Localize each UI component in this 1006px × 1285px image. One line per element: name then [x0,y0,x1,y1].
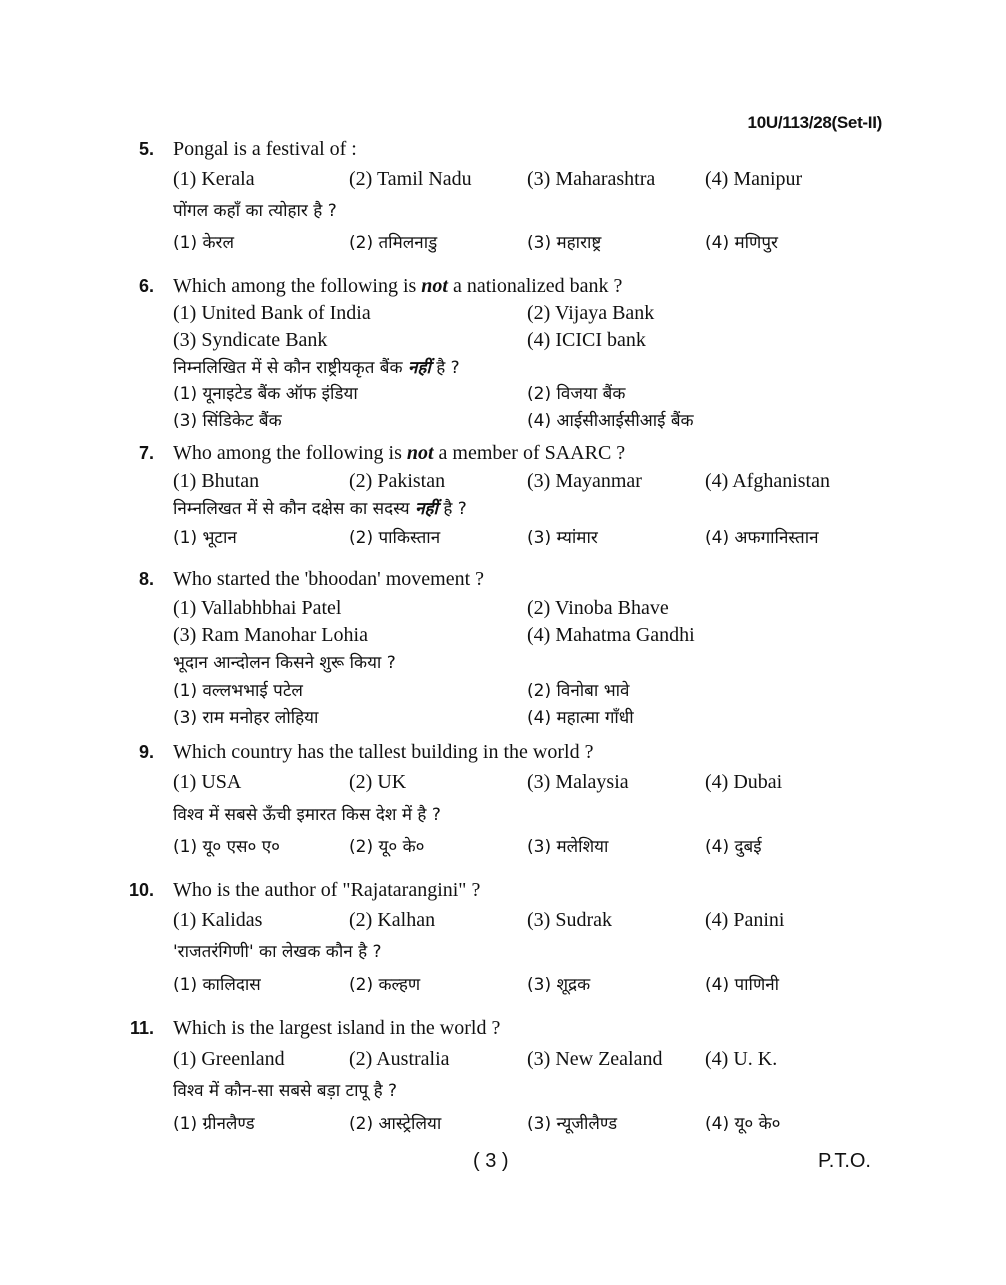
option-3: (3) Mayanmar [527,470,642,492]
option-2: (2) UK [349,771,407,793]
option-4-hindi: (4) मणिपुर [705,233,778,253]
option-2-hindi: (2) विनोबा भावे [527,681,630,701]
option-3-hindi: (3) सिंडिकेट बैंक [173,411,282,431]
option-3-hindi: (3) मलेशिया [527,837,609,857]
option-4: (4) Dubai [705,771,783,793]
option-3-hindi: (3) शूद्रक [527,975,591,995]
question-text-hindi: निम्नलिखित में से कौन राष्ट्रीयकृत बैंक नहीं है ? [173,358,460,378]
question-text-hindi: पोंगल कहाँ का त्योहार है ? [173,201,337,221]
question-text: Who among the following is not a member of SAARC ? [173,442,626,464]
option-3: (3) New Zealand [527,1048,663,1070]
pto-label: P.T.O. [818,1150,871,1172]
question-number: 6. [138,276,154,296]
question-number: 9. [138,742,154,762]
page-number: ( 3 ) [473,1150,509,1172]
option-1-hindi: (1) भूटान [173,528,237,548]
option-2-hindi: (2) विजया बैंक [527,384,626,404]
option-3-hindi: (3) राम मनोहर लोहिया [173,708,319,728]
option-3-hindi: (3) न्यूजीलैण्ड [527,1114,618,1134]
question-text: Which country has the tallest building in the world ? [173,741,594,763]
question-number: 5. [138,139,154,159]
option-4-hindi: (4) दुबई [705,837,762,857]
option-2: (2) Vinoba Bhave [527,597,669,619]
option-4: (4) U. K. [705,1048,778,1070]
option-4-hindi: (4) पाणिनी [705,975,780,995]
question-text: Pongal is a festival of : [173,138,357,160]
option-1-hindi: (1) कालिदास [173,975,261,995]
option-1: (1) Bhutan [173,470,260,492]
option-4-hindi: (4) आईसीआईसीआई बैंक [527,411,694,431]
option-1-hindi: (1) यू० एस० ए० [173,837,280,857]
option-2-hindi: (2) कल्हण [349,975,421,995]
option-4: (4) Panini [705,909,785,931]
option-1-hindi: (1) केरल [173,233,235,253]
option-2: (2) Tamil Nadu [349,168,472,190]
option-1: (1) USA [173,771,242,793]
option-4-hindi: (4) यू० के० [705,1114,781,1134]
option-4-hindi: (4) महात्मा गाँधी [527,708,634,728]
question-text-hindi: भूदान आन्दोलन किसने शुरू किया ? [173,653,396,673]
option-1-hindi: (1) वल्लभभाई पटेल [173,681,303,701]
option-3: (3) Malaysia [527,771,629,793]
question-text-hindi: 'राजतरंगिणी' का लेखक कौन है ? [173,942,382,962]
option-1: (1) Kalidas [173,909,263,931]
option-2: (2) Kalhan [349,909,436,931]
question-text-hindi: विश्व में कौन-सा सबसे बड़ा टापू है ? [173,1081,398,1101]
option-2-hindi: (2) यू० के० [349,837,425,857]
question-text: Who is the author of "Rajatarangini" ? [173,879,481,901]
question-text-hindi: विश्व में सबसे ऊँची इमारत किस देश में है ? [173,805,441,825]
question-text-hindi: निम्नलिखत में से कौन दक्षेस का सदस्य नहीं है ? [173,499,467,519]
option-4: (4) Mahatma Gandhi [527,624,695,646]
option-4: (4) Manipur [705,168,803,190]
question-text: Which is the largest island in the world ? [173,1017,501,1039]
option-4: (4) ICICI bank [527,329,646,351]
option-2: (2) Australia [349,1048,450,1070]
option-2-hindi: (2) तमिलनाडु [349,233,438,253]
option-2: (2) Vijaya Bank [527,302,655,324]
option-4-hindi: (4) अफगानिस्तान [705,528,819,548]
option-3: (3) Maharashtra [527,168,656,190]
paper-code: 10U/113/28(Set-II) [747,113,882,132]
option-2-hindi: (2) आस्ट्रेलिया [349,1114,442,1134]
question-number: 7. [138,443,154,463]
option-3: (3) Ram Manohar Lohia [173,624,368,646]
option-1: (1) Greenland [173,1048,285,1070]
option-3-hindi: (3) म्यांमार [527,528,598,548]
option-1: (1) United Bank of India [173,302,371,324]
question-number: 11. [129,1018,154,1038]
option-3-hindi: (3) महाराष्ट्र [527,233,602,253]
option-3: (3) Syndicate Bank [173,329,328,351]
option-1: (1) Vallabhbhai Patel [173,597,342,619]
question-text: Who started the 'bhoodan' movement ? [173,568,485,590]
option-1-hindi: (1) यूनाइटेड बैंक ऑफ इंडिया [173,384,358,404]
option-3: (3) Sudrak [527,909,612,931]
question-number: 8. [138,569,154,589]
question-text: Which among the following is not a nationalized bank ? [173,275,623,297]
option-2-hindi: (2) पाकिस्तान [349,528,441,548]
question-number: 10. [128,880,154,900]
option-2: (2) Pakistan [349,470,446,492]
option-4: (4) Afghanistan [705,470,830,492]
option-1-hindi: (1) ग्रीनलैण्ड [173,1114,255,1134]
option-1: (1) Kerala [173,168,255,190]
